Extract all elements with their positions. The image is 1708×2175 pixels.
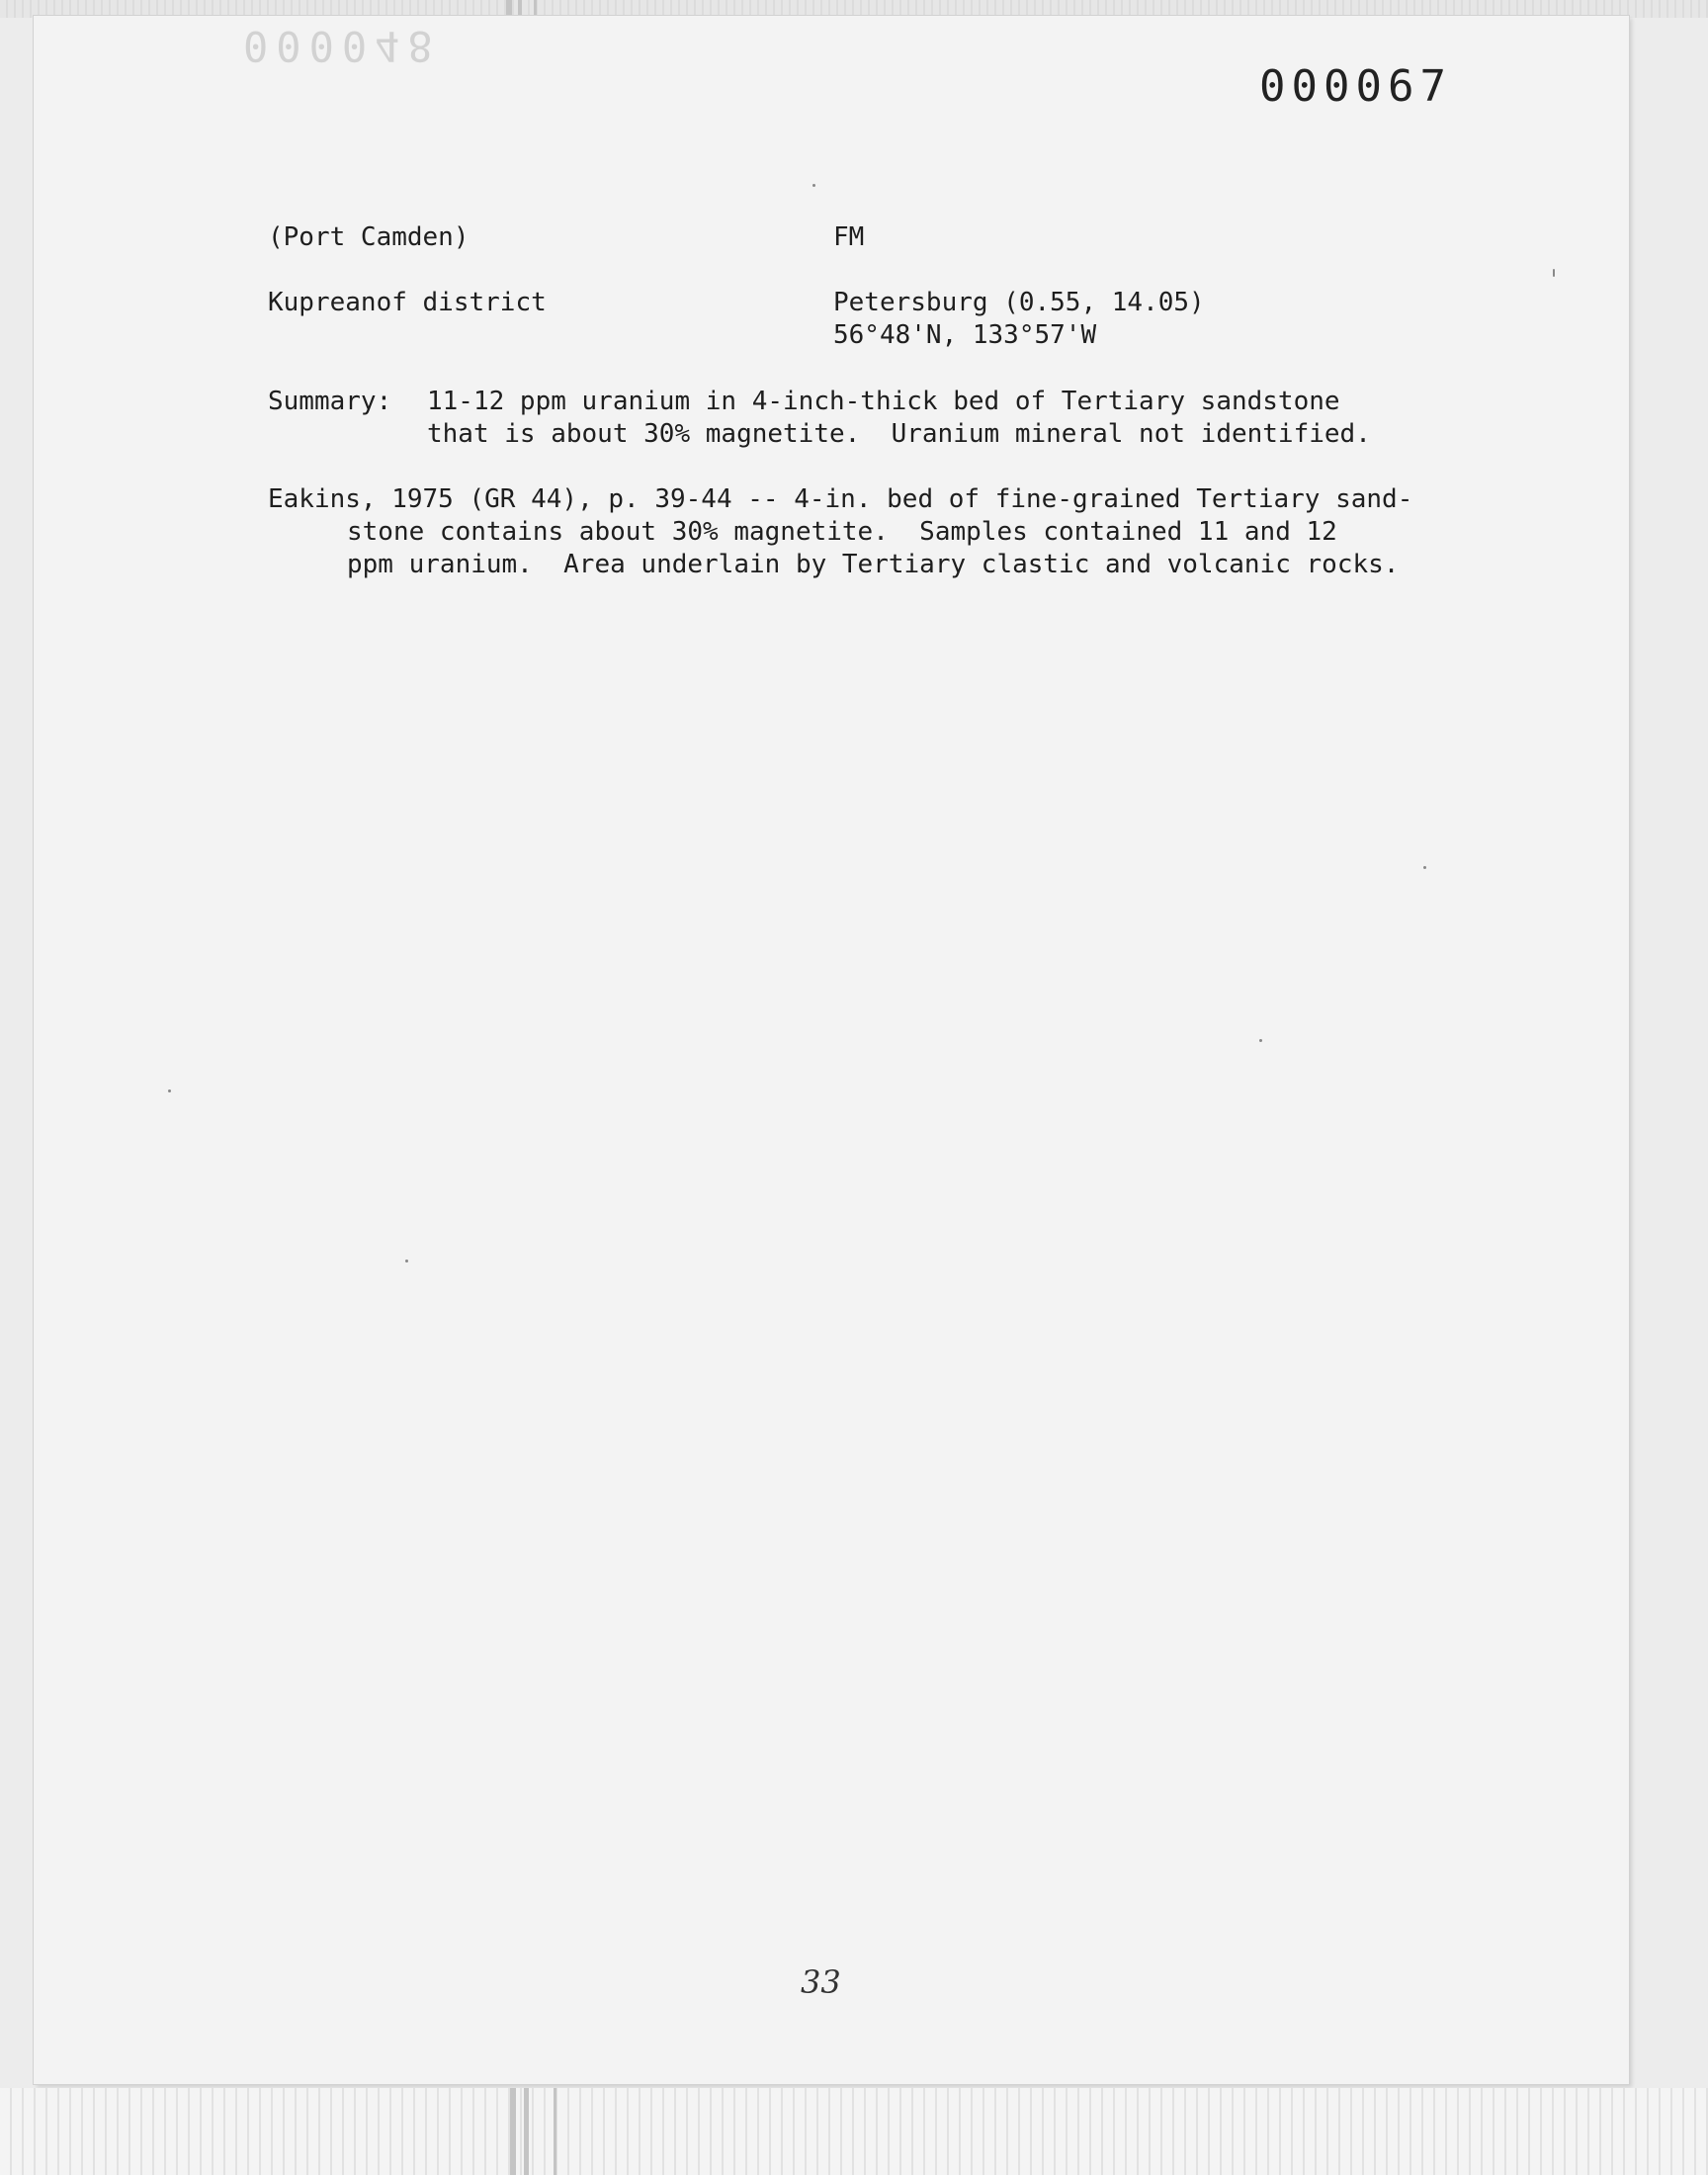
code-label: FM <box>833 222 865 252</box>
district-name: Kupreanof district <box>268 288 547 317</box>
summary-line: that is about 30% magnetite. Uranium mineral not identified. <box>427 419 1371 449</box>
quadrangle: Petersburg (0.55, 14.05) <box>833 288 1205 317</box>
reference-line: stone contains about 30% magnetite. Samples contained 11 and 12 <box>347 517 1337 547</box>
document-number: 000067 <box>1259 61 1452 112</box>
document-page <box>34 16 1629 2084</box>
reference-line: Eakins, 1975 (GR 44), p. 39-44 -- 4-in. bed of fine-grained Tertiary sand- <box>268 484 1413 514</box>
ghost-document-number: 000048 <box>243 22 441 70</box>
page-number: 33 <box>801 1963 841 2001</box>
location-name: (Port Camden) <box>268 222 470 252</box>
coordinates: 56°48'N, 133°57'W <box>833 320 1097 350</box>
scan-border-bottom <box>0 2088 1708 2175</box>
summary-line: 11-12 ppm uranium in 4-inch-thick bed of Tertiary sandstone <box>427 387 1340 416</box>
reference-line: ppm uranium. Area underlain by Tertiary clastic and volcanic rocks. <box>347 550 1400 579</box>
summary-label: Summary: <box>268 387 392 416</box>
